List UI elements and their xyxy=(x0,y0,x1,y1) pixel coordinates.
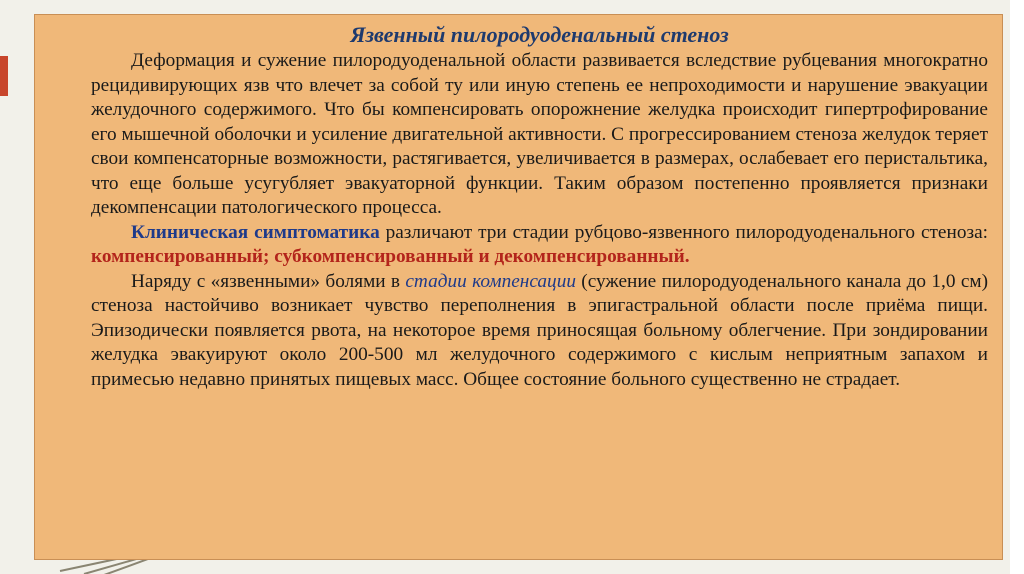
stages-intro-text: различают три стадии рубцово-язвенного пилородуоденального стеноза: xyxy=(379,221,988,243)
compensation-lead-text: Наряду с «язвенными» болями в xyxy=(131,270,406,292)
accent-bar xyxy=(0,56,8,96)
paragraph-deformation: Деформация и сужение пилородуоденальной области развивается вследствие рубцевания многократно рецидивирующих язв что влечет за собой ту или иную степень ее непроходимости и нарушение эвакуации желудочного содержимого. Что бы компенсировать опорожнение желудка происходит гипертрофирование его мышечной оболочки и усиление двигательной активности. С прогрессированием стеноза желудок теряет свои компенсаторные возможности, растягивается, увеличивается в размерах, ослабевает его перистальтика, что еще больше усугубляет эвакуаторной функции. Таким образом постепенно проявляется признаки декомпенсации патологического процесса. xyxy=(91,50,988,218)
compensation-stage-term: стадии компенсации xyxy=(405,270,576,292)
compensation-description: (сужение пилородуоденального канала до 1,0 см) стеноза настойчиво возникает чувство переполнения в эпигастральной области после приёма пищи. Эпизодически появляется рвота, на некоторое время приносящая больному облегчение. При зондировании желудка эвакуируют около 200-500 мл желудочного содержимого с кислым неприятным запахом и примесью недавно принятых пищевых масс. Общее состояние больного существенно не страдает. xyxy=(91,270,988,390)
paragraph-clinical-symptoms xyxy=(91,221,988,270)
slide-title: Язвенный пилородуоденальный стеноз xyxy=(350,22,729,47)
clinical-symptoms-term: Клиническая симптоматика xyxy=(131,221,380,243)
stages-list: компенсированный; субкомпенсированный и декомпенсированный. xyxy=(91,246,690,267)
slide-right-edge xyxy=(1010,0,1024,574)
paragraph-compensation-stage xyxy=(91,270,988,393)
content-panel xyxy=(34,14,1003,560)
